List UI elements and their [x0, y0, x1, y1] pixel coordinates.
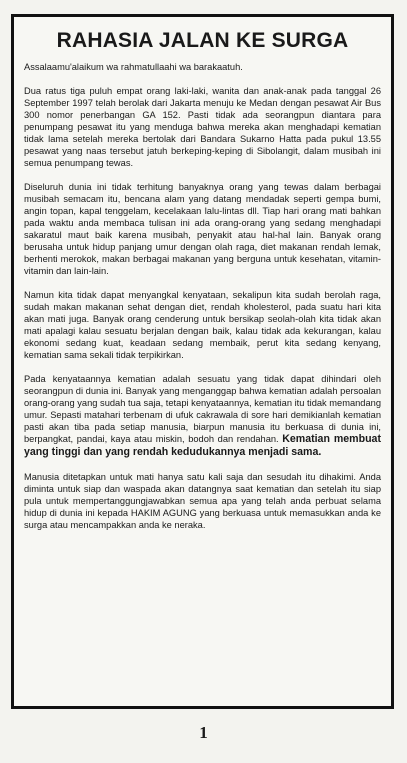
paragraph-5: Manusia ditetapkan untuk mati hanya satu kali saja dan sesudah itu dihakimi. Anda diminta untuk siap dan waspada akan datangnya saat kematian dan setelah itu siap pula untuk mempertanggungjawabkan semua apa yang telah anda perbuat selama hidup di dunia ini kepada HAKIM AGUNG yang berkuasa untuk memasukkan anda ke surga atau mencampakkan anda ke neraka.: [24, 472, 381, 530]
page-number: 1: [199, 723, 208, 742]
paragraph-2: Diseluruh dunia ini tidak terhitung banyaknya orang yang tewas dalam berbagai musibah semacam itu, bencana alam yang datang mendadak seperti gempa bumi, angin topan, kapal tenggelam, kecelakaan lalu-lintas dll. Tiap hari orang mati bahkan pada waktu anda membaca tulisan ini ada orang-orang yang sedang menghadapi sakaratul maut baik karena musibah, penyakit atau hal-hal lain. Banyak orang berusaha untuk hidup panjang umur dengan olah raga, diet makanan rendah lemak, berhenti merokok, makan berbagai makanan yang berguna untuk kesehatan, vitamin-vitamin dan lain-lain.: [24, 182, 381, 276]
paragraph-4: [24, 373, 381, 459]
page-title: RAHASIA JALAN KE SURGA: [56, 29, 349, 52]
bold-sentence: Kematian membuat yang tinggi dan yang rendah kedudukannya menjadi sama.: [24, 433, 381, 458]
page-frame: [11, 14, 394, 709]
paragraph-3: Namun kita tidak dapat menyangkal kenyataan, sekalipun kita sudah berolah raga, sudah makan makanan sehat dengan diet, rendah kholesterol, pada suatu hari kita akan mati juga. Banyak orang cenderung untuk bersikap seolah-olah kita tidak akan mati apalagi kalau sesuatu berjalan dengan baik, kalau tidak ada kekurangan, kalau ekonomi sedang kuat, keadaan sedang membaik, perut kita sedang kenyang, kematian sama sekali tidak terpikirkan.: [24, 290, 381, 360]
paragraph-4-text: Pada kenyataannya kematian adalah sesuatu yang tidak dapat dihindari oleh seorangpun di dunia ini. Banyak yang menganggap bahwa kematian adalah persoalan orang-orang yang sudah tua saja, tetapi kenyataannya, kematian itu tidak memandang umur. Sepasti matahari terbenam di ufuk cakrawala di sore hari demikianlah kematian pasti akan tiba pada setiap manusia, biarpun manusia itu berkuasa di dunia ini, berpangkat, pandai, kaya atau miskin, bodoh dan rendahan.: [24, 374, 381, 444]
paragraph-1: Dua ratus tiga puluh empat orang laki-laki, wanita dan anak-anak pada tanggal 26 September 1997 telah berolak dari Jakarta menuju ke Medan dengan pesawat Air Bus 300 nomor penerbangan GA 152. Pasti tidak ada seorangpun diantara para penumpang pesawat itu yang menduga bahwa mereka akan menghadapi kematian tidak lama setelah mereka bertolak dari Bandara Sukarno Hatta pada pukul 13.55 pesawat yang naas tersebut jatuh berkeping-keping di Sibolangit, dalam musibah ini semua penumpang tewas.: [24, 86, 381, 168]
greeting: Assalaamu'alaikum wa rahmatullaahi wa barakaatuh.: [24, 62, 243, 72]
